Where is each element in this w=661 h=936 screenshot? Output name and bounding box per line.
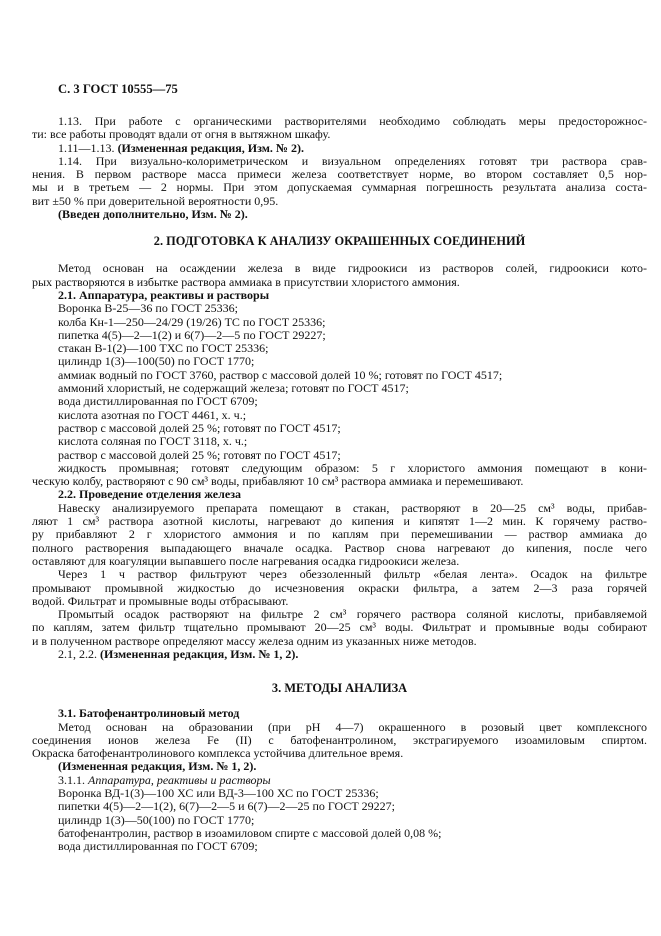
text-line: ти: все работы проводят вдали от огня в вытяжном шкафу. (32, 128, 331, 142)
text-line: по каплям, затем фильтр тщательно промывают 20—25 см³ воды. Фильтрат и промывные воды собирают (32, 621, 647, 635)
text-line: полного растворения выпадающего вначале осадка. Раствор снова нагревают до кипения, после чего (32, 541, 647, 555)
text-line: вит ±50 % при доверительной вероятности 0,95. (32, 194, 279, 208)
text-line: Воронка ВД-1(3)—100 ХС или ВД-3—100 ХС по ГОСТ 25336; (58, 787, 379, 801)
text-line: аммоний хлористый, не содержащий железа; готовят по ГОСТ 4517; (58, 382, 409, 396)
text-line: батофенантролин, раствор в изоамиловом спирте с массовой долей 0,08 %; (58, 826, 442, 840)
text-line: вода дистиллированная по ГОСТ 6709; (58, 840, 258, 854)
text-line: 1.14. При визуально-колориметрическом и визуальном определениях готовят три раствора срав- (58, 154, 647, 168)
text-line: колба Кн-1—250—24/29 (19/26) ТС по ГОСТ 25336; (58, 315, 326, 329)
subsection-title: 3.1. Батофенантролиновый метод (58, 707, 240, 721)
amendment-note: (Измененная редакция, Изм. № 1, 2). (100, 647, 299, 661)
clause-ref: 2.1, 2.2. (58, 647, 100, 661)
text-line: кислота азотная по ГОСТ 4461, х. ч.; (58, 408, 247, 422)
amendment-note: (Измененная редакция, Изм. № 2). (117, 141, 304, 155)
text-line: ляют 1 см³ раствора азотной кислоты, нагревают до кипения и кипятят 1—2 мин. К горячему раство- (32, 515, 647, 529)
amendment-note: (Измененная редакция, Изм. № 1, 2). (58, 760, 257, 774)
text-line: Промытый осадок растворяют на фильтре 2 см³ горячего раствора соляной кислоты, прибавляемой (58, 608, 647, 622)
text-line: 1.13. При работе с органическими растворителями необходимо соблюдать меры предосторожнос- (58, 115, 647, 128)
text-line (32, 142, 647, 155)
text-block (32, 82, 647, 854)
clause-ref: 1.11—1.13. (58, 141, 118, 155)
text-line: цилиндр 1(3)—50(100) по ГОСТ 1770; (58, 813, 255, 827)
amendment-note: (Введен дополнительно, Изм. № 2). (58, 208, 248, 222)
clause-ref: 3.1.1. (58, 773, 88, 787)
subsection-subtitle: Аппаратура, реактивы и растворы (88, 773, 271, 787)
text-line: Воронка В-25—36 по ГОСТ 25336; (58, 302, 238, 316)
section-2-heading: 2. ПОДГОТОВКА К АНАЛИЗУ ОКРАШЕННЫХ СОЕДИНЕНИЙ (153, 234, 526, 249)
text-line: мы и в третьем — 2 нормы. При этом допускаемая суммарная погрешность результата анализа соста- (32, 181, 647, 195)
text-line: Метод основан на образовании (при рН 4—7) окрашенного в розовый цвет комплексного (58, 720, 647, 734)
text-line: рых растворяются в избытке раствора аммиака в присутствии хлористого аммония. (32, 275, 460, 289)
text-line: кислота соляная по ГОСТ 3118, х. ч.; (58, 435, 248, 449)
text-line: вода дистиллированная по ГОСТ 6709; (58, 395, 258, 409)
text-line (32, 774, 647, 787)
text-line: стакан В-1(2)—100 ТХС по ГОСТ 25336; (58, 342, 269, 356)
text-line: Окраска батофенантролинового комплекса устойчива длительное время. (32, 747, 404, 761)
text-line: Через 1 ч раствор фильтруют через обеззоленный фильтр «белая лента». Осадок на фильтре (58, 568, 647, 582)
text-line: оставляют для коагуляции выпавшего после нагревания осадка гидроокиси железа. (32, 554, 460, 568)
text-line: аммиак водный по ГОСТ 3760, раствор с массовой долей 10 %; готовят по ГОСТ 4517; (58, 368, 503, 382)
text-line: ческую колбу, растворяют с 90 см³ воды, прибавляют 10 см³ раствора аммиака и перемешивают. (32, 475, 524, 489)
subsection-title: 2.1. Аппаратура, реактивы и растворы (58, 288, 270, 302)
text-line: соединения ионов железа Fe (II) с батофенантролином, экстрагируемого изоамиловым спиртом. (32, 733, 647, 747)
text-line: водой. Фильтрат и промывные воды отбрасывают. (32, 594, 289, 608)
text-line: цилиндр 1(3)—100(50) по ГОСТ 1770; (58, 355, 255, 369)
text-line: нения. В первом растворе масса примеси железа соответствует норме, во втором составляет 0,5 нор- (32, 168, 647, 182)
text-line: Навеску анализируемого препарата помещают в стакан, растворяют в 20—25 см³ воды, прибав- (58, 501, 647, 515)
text-line: жидкость промывная; готовят следующим образом: 5 г хлористого аммония помещают в кони- (58, 461, 647, 475)
section-3-heading: 3. МЕТОДЫ АНАЛИЗА (271, 681, 408, 696)
text-line: промывают промывной жидкостью до исчезновения окраски фильтра, а затем 2—3 раза горячей (32, 581, 647, 595)
text-line: пипетка 4(5)—2—1(2) и 6(7)—2—5 по ГОСТ 29227; (58, 328, 326, 342)
page-header: С. 3 ГОСТ 10555—75 (58, 82, 178, 96)
text-line: пипетки 4(5)—2—1(2), 6(7)—2—5 и 6(7)—2—25 по ГОСТ 29227; (58, 800, 396, 814)
subsection-title: 2.2. Проведение отделения железа (58, 488, 242, 502)
text-line: Метод основан на осаждении железа в виде гидроокиси из растворов солей, гидроокиси кото- (58, 262, 647, 276)
text-line: раствор с массовой долей 25 %; готовят по ГОСТ 4517; (58, 448, 341, 462)
text-line: ру прибавляют 2 г хлористого аммония и по каплям при перемешивании — раствор аммиака до (32, 528, 647, 542)
text-line (32, 648, 647, 661)
text-line: раствор с массовой долей 25 %; готовят по ГОСТ 4517; (58, 421, 341, 435)
text-line: и в полученном растворе определяют массу железа одним из указанных ниже методов. (32, 634, 477, 648)
